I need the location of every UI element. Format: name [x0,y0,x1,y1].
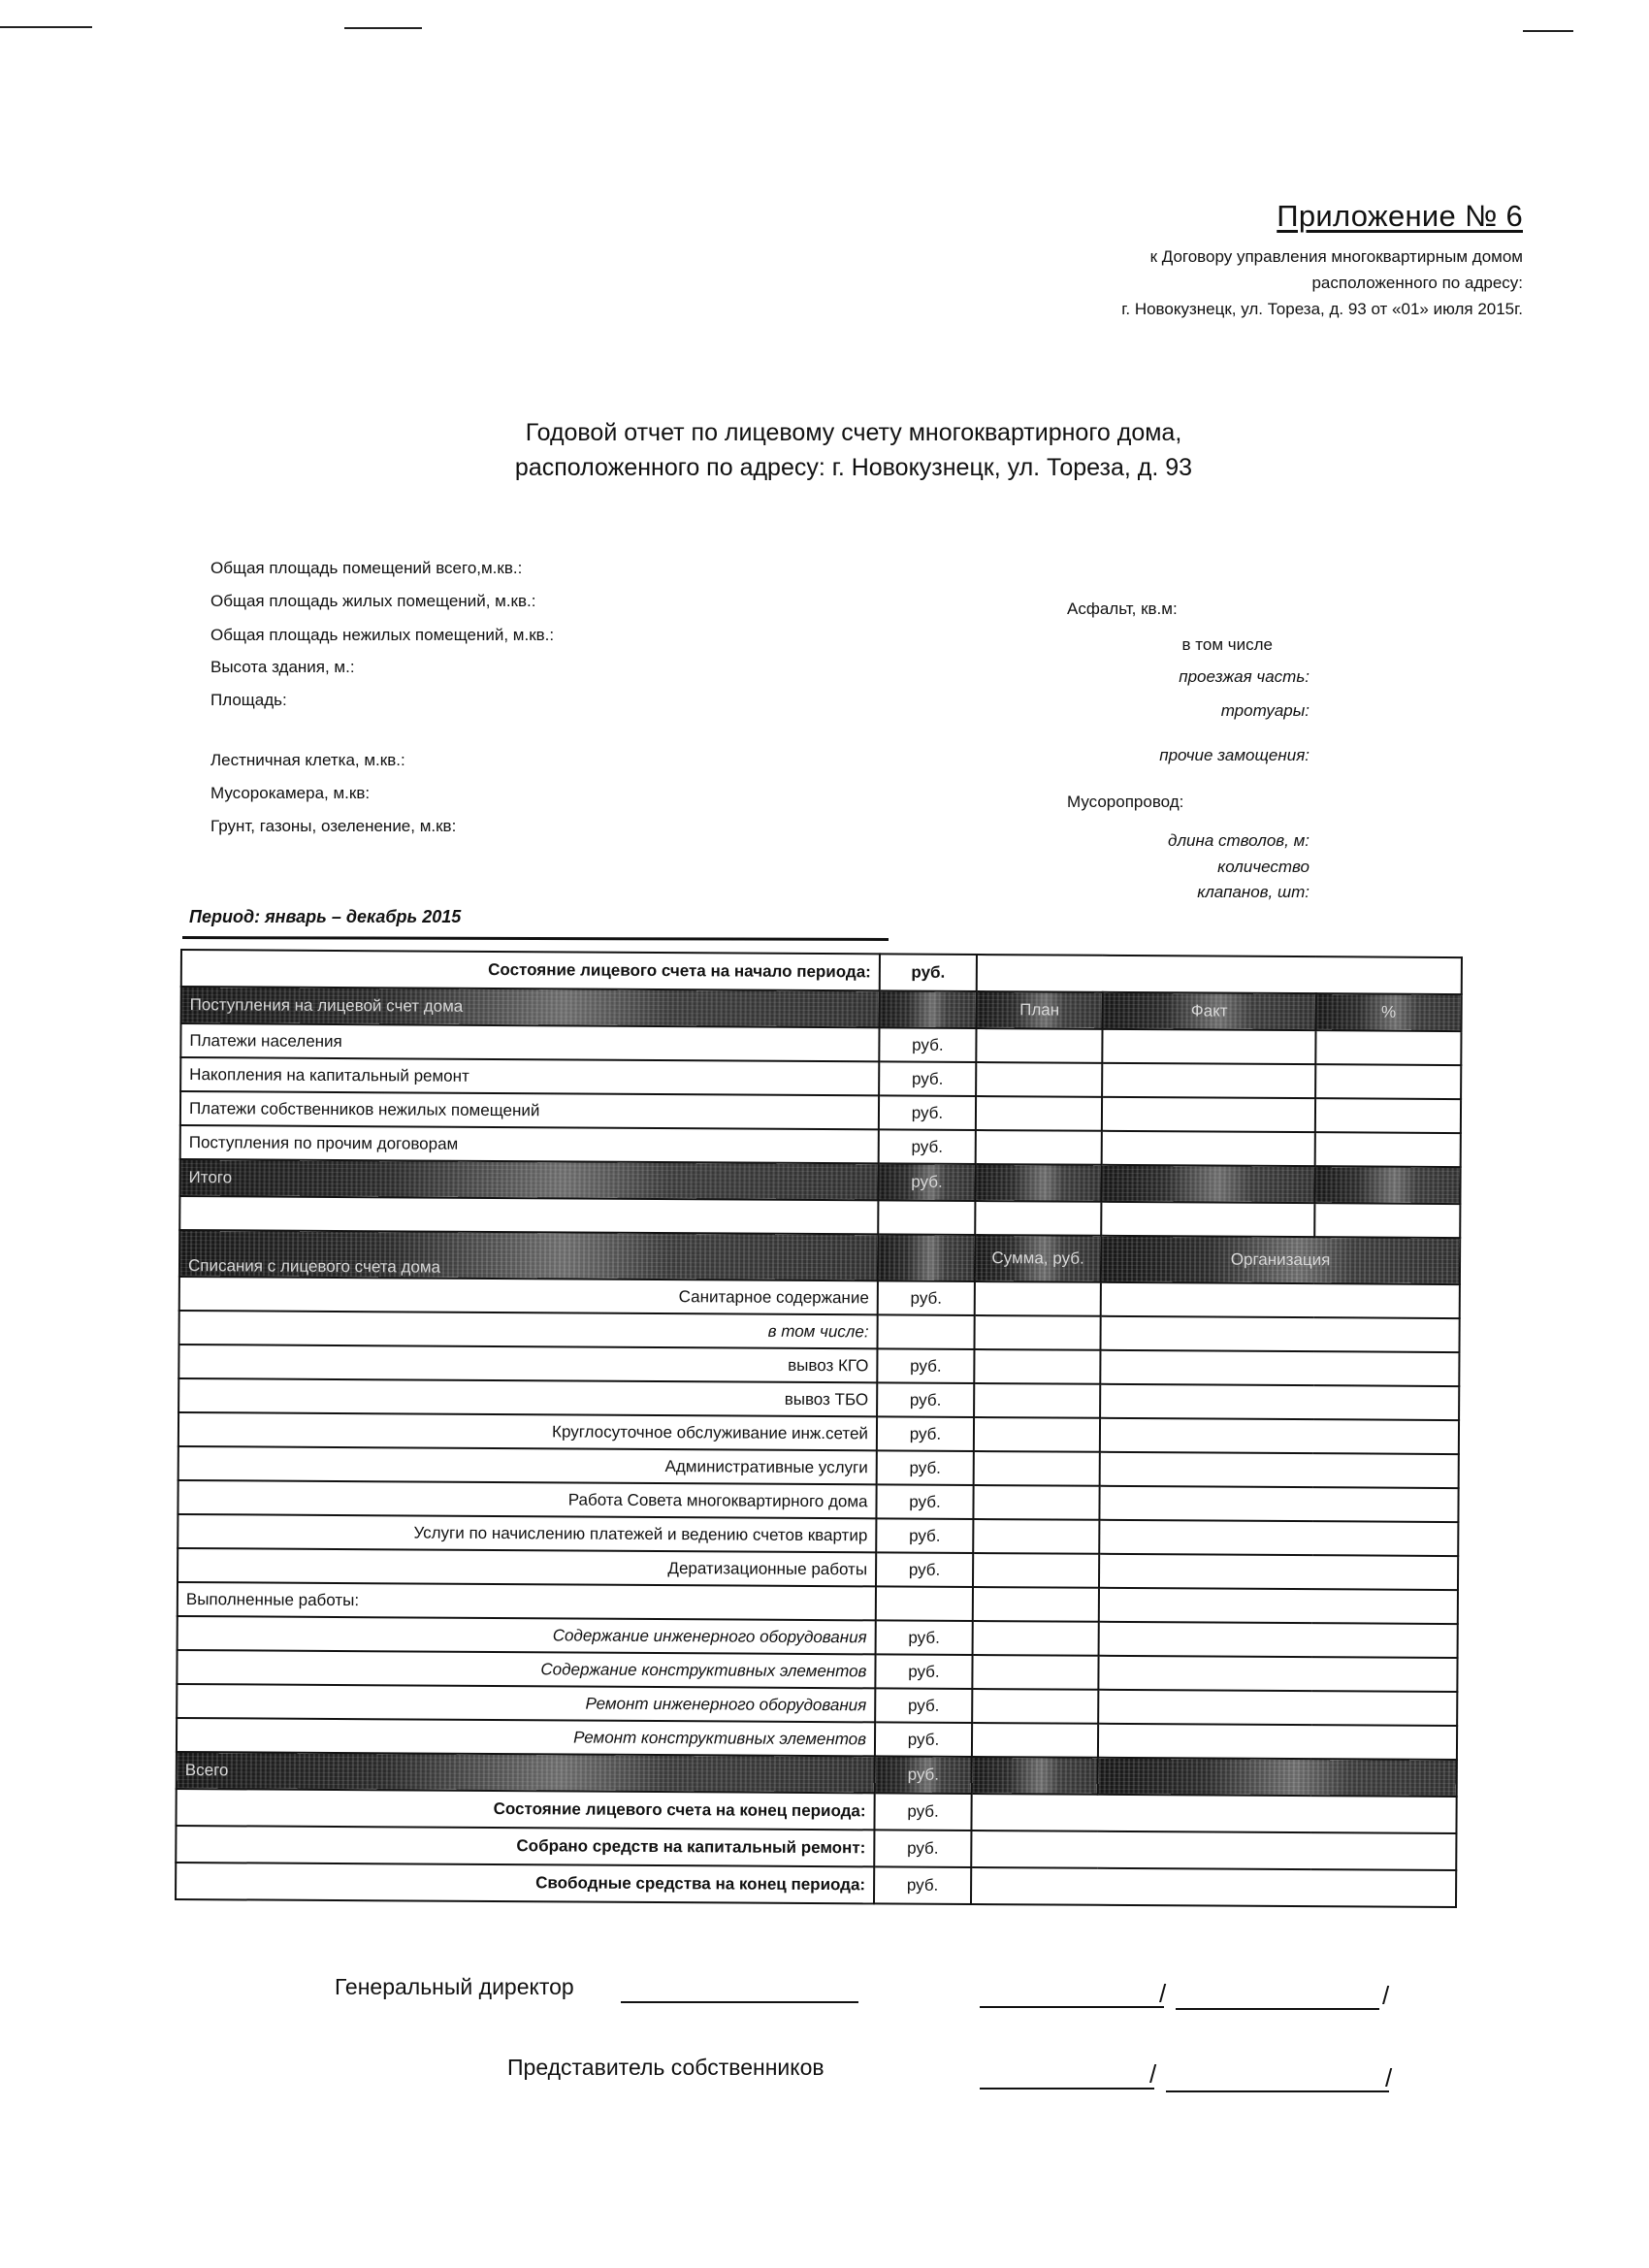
income-row-percent[interactable] [1315,1064,1461,1099]
income-row-label: Накопления на капитальный ремонт [180,1057,879,1095]
spacer-cell [179,1196,878,1234]
expense-row-unit: руб. [876,1518,973,1553]
income-row-percent[interactable] [1315,1098,1461,1133]
spacer-cell [1101,1202,1314,1237]
expense-row-sum[interactable] [974,1417,1100,1452]
owners-separator: / [1149,2059,1157,2089]
income-row-plan[interactable] [976,1062,1102,1097]
property-staircase: Лестничная клетка, м.кв.: [210,751,405,769]
expense-header-row [179,1230,1460,1284]
expense-row-unit: руб. [877,1416,974,1451]
expense-row-sum[interactable] [973,1485,1099,1520]
opening-balance-label: Состояние лицевого счета на начало периода: [181,950,880,990]
expense-row-organization[interactable] [1099,1486,1458,1522]
completed-work-label: Ремонт инженерного оборудования [177,1684,875,1722]
property-including: в том числе [1181,635,1273,654]
property-residential-area: Общая площадь жилых помещений, м.кв.: [210,592,536,610]
income-total-label: Итого [179,1159,878,1200]
property-other-paving: прочие замощения: [1159,746,1310,764]
spacer-cell [1314,1203,1460,1238]
expense-row-label: Дератизационные работы [178,1548,876,1586]
expense-row-unit: руб. [876,1552,973,1587]
income-header-plan: План [977,991,1103,1029]
director-date-line[interactable] [1176,2008,1379,2010]
director-signature-line[interactable] [621,2001,858,2003]
opening-balance-value[interactable] [977,955,1462,994]
completed-work-label: Ремонт конструктивных элементов [177,1718,875,1756]
expense-header-label: Списания с лицевого счета дома [179,1230,878,1280]
closing-balance-value[interactable] [971,1794,1456,1833]
income-row-plan[interactable] [976,1028,1102,1063]
appendix-address: г. Новокузнецк, ул. Тореза, д. 93 от «01» июля 2015г. [1121,300,1523,318]
completed-work-sum[interactable] [973,1621,1099,1656]
income-row-label: Платежи населения [180,1023,879,1061]
expense-row-organization[interactable] [1099,1520,1458,1556]
expense-row-sum[interactable] [974,1383,1100,1418]
income-row-fact[interactable] [1102,1063,1315,1098]
income-total-percent[interactable] [1314,1166,1460,1204]
document-title-line-2: расположенного по адресу: г. Новокузнецк, ул. Тореза, д. 93 [514,454,1193,481]
property-nonresidential-area: Общая площадь нежилых помещений, м.кв.: [210,626,555,644]
income-row-plan[interactable] [976,1130,1102,1165]
appendix-contract-line: к Договору управления многоквартирным домом [1149,247,1523,266]
document-title [0,415,1649,485]
owners-separator-end: / [1385,2063,1393,2092]
appendix-title: Приложение № 6 [1277,199,1523,233]
completed-work-unit: руб. [875,1688,972,1723]
free-funds-label: Свободные средства на конец периода: [176,1863,874,1903]
report-period: Период: январь – декабрь 2015 [189,907,462,926]
income-header-unit [880,990,977,1028]
income-total-fact[interactable] [1101,1165,1314,1203]
expense-row-organization[interactable] [1101,1282,1460,1318]
expense-row-organization[interactable] [1100,1350,1459,1386]
expense-row-label: Санитарное содержание [179,1277,878,1314]
income-row-label: Платежи собственников нежилых помещений [180,1091,879,1129]
expense-row-label: в том числе: [179,1311,878,1348]
director-separator-end: / [1382,1981,1390,2010]
director-name-line[interactable] [980,2006,1164,2008]
expense-row-unit: руб. [877,1450,974,1485]
completed-work-unit: руб. [875,1654,972,1689]
completed-work-organization[interactable] [1098,1656,1457,1692]
expense-row-unit: руб. [878,1280,975,1315]
completed-works-label: Выполненные работы: [178,1582,876,1620]
property-asphalt: Асфальт, кв.м: [1067,599,1178,618]
expense-header-sum: Сумма, руб. [975,1235,1101,1282]
closing-balance-unit: руб. [874,1793,971,1831]
income-total-unit: руб. [878,1163,975,1201]
completed-work-sum[interactable] [972,1689,1098,1724]
completed-works-unit [876,1586,973,1621]
completed-work-unit: руб. [876,1620,973,1655]
expense-row-unit [877,1314,974,1349]
expense-row-label: Круглосуточное обслуживание инж.сетей [178,1412,877,1450]
expense-row-unit: руб. [876,1484,973,1519]
income-row-unit: руб. [879,1129,976,1164]
free-funds-unit: руб. [874,1866,971,1904]
scan-artifact [344,27,422,29]
capital-repair-collected-unit: руб. [874,1830,971,1867]
owners-name-line[interactable] [1166,2090,1389,2092]
completed-work-unit: руб. [875,1722,972,1757]
expense-row-sum[interactable] [975,1281,1101,1316]
income-row-plan[interactable] [976,1096,1102,1131]
income-total-plan[interactable] [975,1164,1101,1202]
appendix-header [844,199,1523,322]
expense-row-label: вывоз КГО [178,1345,877,1382]
completed-work-sum[interactable] [972,1723,1098,1758]
owners-representative-label: Представитель собственников [507,2055,824,2080]
expense-total-unit: руб. [875,1756,972,1794]
expense-row-label: Услуги по начислению платежей и ведению счетов квартир [178,1514,876,1552]
completed-work-label: Содержание инженерного оборудования [178,1616,876,1654]
property-total-area: Общая площадь помещений всего,м.кв.: [210,559,523,577]
property-garbage-room: Мусорокамера, м.кв: [210,784,371,802]
income-row-unit: руб. [879,1095,976,1130]
report-table [175,949,1463,1908]
income-header-fact: Факт [1103,992,1316,1030]
completed-work-organization[interactable] [1099,1622,1458,1658]
expense-row-label: вывоз ТБО [178,1378,877,1416]
expense-row-unit: руб. [877,1348,974,1383]
property-building-height: Высота здания, м.: [210,658,355,676]
completed-work-organization[interactable] [1098,1690,1457,1726]
capital-repair-collected-value[interactable] [971,1831,1456,1870]
free-funds-value[interactable] [971,1867,1456,1907]
closing-balance-label: Состояние лицевого счета на конец периода: [176,1789,874,1830]
capital-repair-collected-label: Собрано средств на капитальный ремонт: [176,1826,874,1866]
expense-row-organization[interactable] [1099,1554,1458,1590]
expense-row-label: Работа Совета многоквартирного дома [178,1480,876,1518]
property-shaft-length: длина стволов, м: [1168,831,1310,850]
expense-row-sum[interactable] [974,1451,1100,1486]
expense-row-unit: руб. [877,1382,974,1417]
expense-row-sum[interactable] [973,1519,1099,1554]
income-header-label: Поступления на лицевой счет дома [181,987,880,1027]
period-underline [182,936,889,941]
completed-work-label: Содержание конструктивных элементов [177,1650,875,1688]
expense-total-organization [1098,1758,1457,1797]
expense-row-organization[interactable] [1100,1452,1459,1488]
expense-row-sum[interactable] [974,1315,1100,1350]
completed-works-organization[interactable] [1099,1588,1458,1624]
appendix-address-label: расположенного по адресу: [1311,274,1523,292]
property-valves-count-line-1: количество [1217,858,1310,876]
document-title-line-1: Годовой отчет по лицевому счету многоквартирного дома, [525,419,1182,446]
director-separator: / [1159,1979,1167,2008]
income-row-label: Поступления по прочим договорам [180,1125,879,1163]
scan-artifact [1523,30,1573,32]
income-row-fact[interactable] [1102,1131,1315,1166]
closing-row [176,1863,1456,1907]
expense-row-label: Административные услуги [178,1446,877,1484]
expense-row-organization[interactable] [1100,1316,1459,1352]
completed-work-organization[interactable] [1098,1724,1457,1760]
owners-signature-line[interactable] [980,2088,1154,2090]
director-signature-label: Генеральный директор [335,1974,574,1999]
expense-row-organization[interactable] [1100,1384,1459,1420]
completed-works-sum[interactable] [973,1587,1099,1622]
income-header-percent: % [1316,993,1462,1031]
property-green-area: Грунт, газоны, озеленение, м.кв: [210,817,457,835]
property-driveway: проезжая часть: [1179,667,1310,686]
property-garbage-chute: Мусоропровод: [1067,793,1184,811]
income-row-percent[interactable] [1315,1132,1461,1167]
spacer-cell [975,1201,1101,1236]
income-row-percent[interactable] [1315,1030,1461,1065]
income-row-unit: руб. [879,1027,976,1062]
spacer-cell [878,1200,975,1235]
expense-total-sum[interactable] [972,1757,1098,1795]
expense-total-label: Всего [177,1752,875,1793]
expense-row-sum[interactable] [973,1553,1099,1588]
income-row-unit: руб. [879,1061,976,1096]
expense-row-organization[interactable] [1100,1418,1459,1454]
expense-header-organization: Организация [1101,1236,1460,1284]
income-row-fact[interactable] [1102,1097,1315,1132]
expense-row-sum[interactable] [974,1349,1100,1384]
income-row-fact[interactable] [1102,1029,1315,1064]
opening-balance-unit: руб. [880,954,977,991]
scan-artifact [0,26,92,28]
completed-work-sum[interactable] [972,1655,1098,1690]
property-area: Площадь: [210,691,287,709]
property-sidewalks: тротуары: [1220,701,1310,720]
property-valves-count-line-2: клапанов, шт: [1197,883,1310,901]
expense-header-unit [878,1234,975,1281]
